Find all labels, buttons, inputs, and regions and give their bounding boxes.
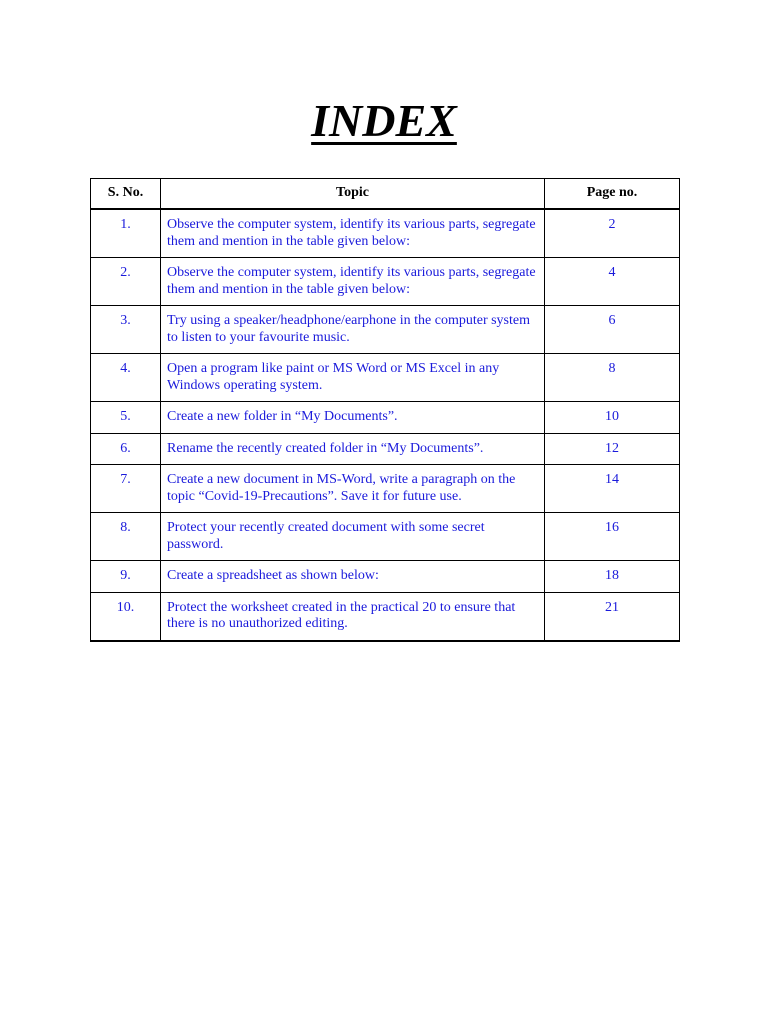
row-page: 16 bbox=[545, 513, 680, 561]
table-row bbox=[91, 209, 680, 258]
table-row bbox=[91, 306, 680, 354]
page-title-text: INDEX bbox=[311, 95, 457, 146]
table-row bbox=[91, 433, 680, 465]
page-title bbox=[0, 94, 768, 147]
row-sno: 5. bbox=[91, 402, 161, 434]
row-topic: Protect your recently created document with some secret password. bbox=[161, 513, 545, 561]
row-page: 4 bbox=[545, 258, 680, 306]
row-topic: Create a spreadsheet as shown below: bbox=[161, 561, 545, 593]
row-sno: 3. bbox=[91, 306, 161, 354]
row-sno: 6. bbox=[91, 433, 161, 465]
table-row bbox=[91, 561, 680, 593]
row-sno: 1. bbox=[91, 209, 161, 258]
header-page-no: Page no. bbox=[545, 179, 680, 210]
row-topic: Create a new folder in “My Documents”. bbox=[161, 402, 545, 434]
table-row bbox=[91, 258, 680, 306]
row-topic: Create a new document in MS-Word, write a paragraph on the topic “Covid-19-Precautions”. Save it for future use. bbox=[161, 465, 545, 513]
row-page: 8 bbox=[545, 354, 680, 402]
table-header-row bbox=[91, 179, 680, 210]
table-row bbox=[91, 513, 680, 561]
row-topic: Try using a speaker/headphone/earphone in the computer system to listen to your favourite music. bbox=[161, 306, 545, 354]
row-sno: 2. bbox=[91, 258, 161, 306]
row-topic: Open a program like paint or MS Word or MS Excel in any Windows operating system. bbox=[161, 354, 545, 402]
header-sno: S. No. bbox=[91, 179, 161, 210]
table-row bbox=[91, 354, 680, 402]
row-topic: Rename the recently created folder in “My Documents”. bbox=[161, 433, 545, 465]
table-row bbox=[91, 402, 680, 434]
row-sno: 4. bbox=[91, 354, 161, 402]
row-topic: Protect the worksheet created in the practical 20 to ensure that there is no unauthorized editing. bbox=[161, 592, 545, 641]
row-page: 14 bbox=[545, 465, 680, 513]
row-page: 10 bbox=[545, 402, 680, 434]
row-page: 6 bbox=[545, 306, 680, 354]
row-sno: 7. bbox=[91, 465, 161, 513]
row-page: 12 bbox=[545, 433, 680, 465]
row-topic: Observe the computer system, identify its various parts, segregate them and mention in the table given below: bbox=[161, 209, 545, 258]
row-sno: 9. bbox=[91, 561, 161, 593]
row-page: 21 bbox=[545, 592, 680, 641]
table-row bbox=[91, 592, 680, 641]
row-page: 2 bbox=[545, 209, 680, 258]
header-topic: Topic bbox=[161, 179, 545, 210]
table-row bbox=[91, 465, 680, 513]
row-sno: 10. bbox=[91, 592, 161, 641]
row-topic: Observe the computer system, identify its various parts, segregate them and mention in the table given below: bbox=[161, 258, 545, 306]
row-sno: 8. bbox=[91, 513, 161, 561]
row-page: 18 bbox=[545, 561, 680, 593]
index-table bbox=[90, 178, 680, 642]
